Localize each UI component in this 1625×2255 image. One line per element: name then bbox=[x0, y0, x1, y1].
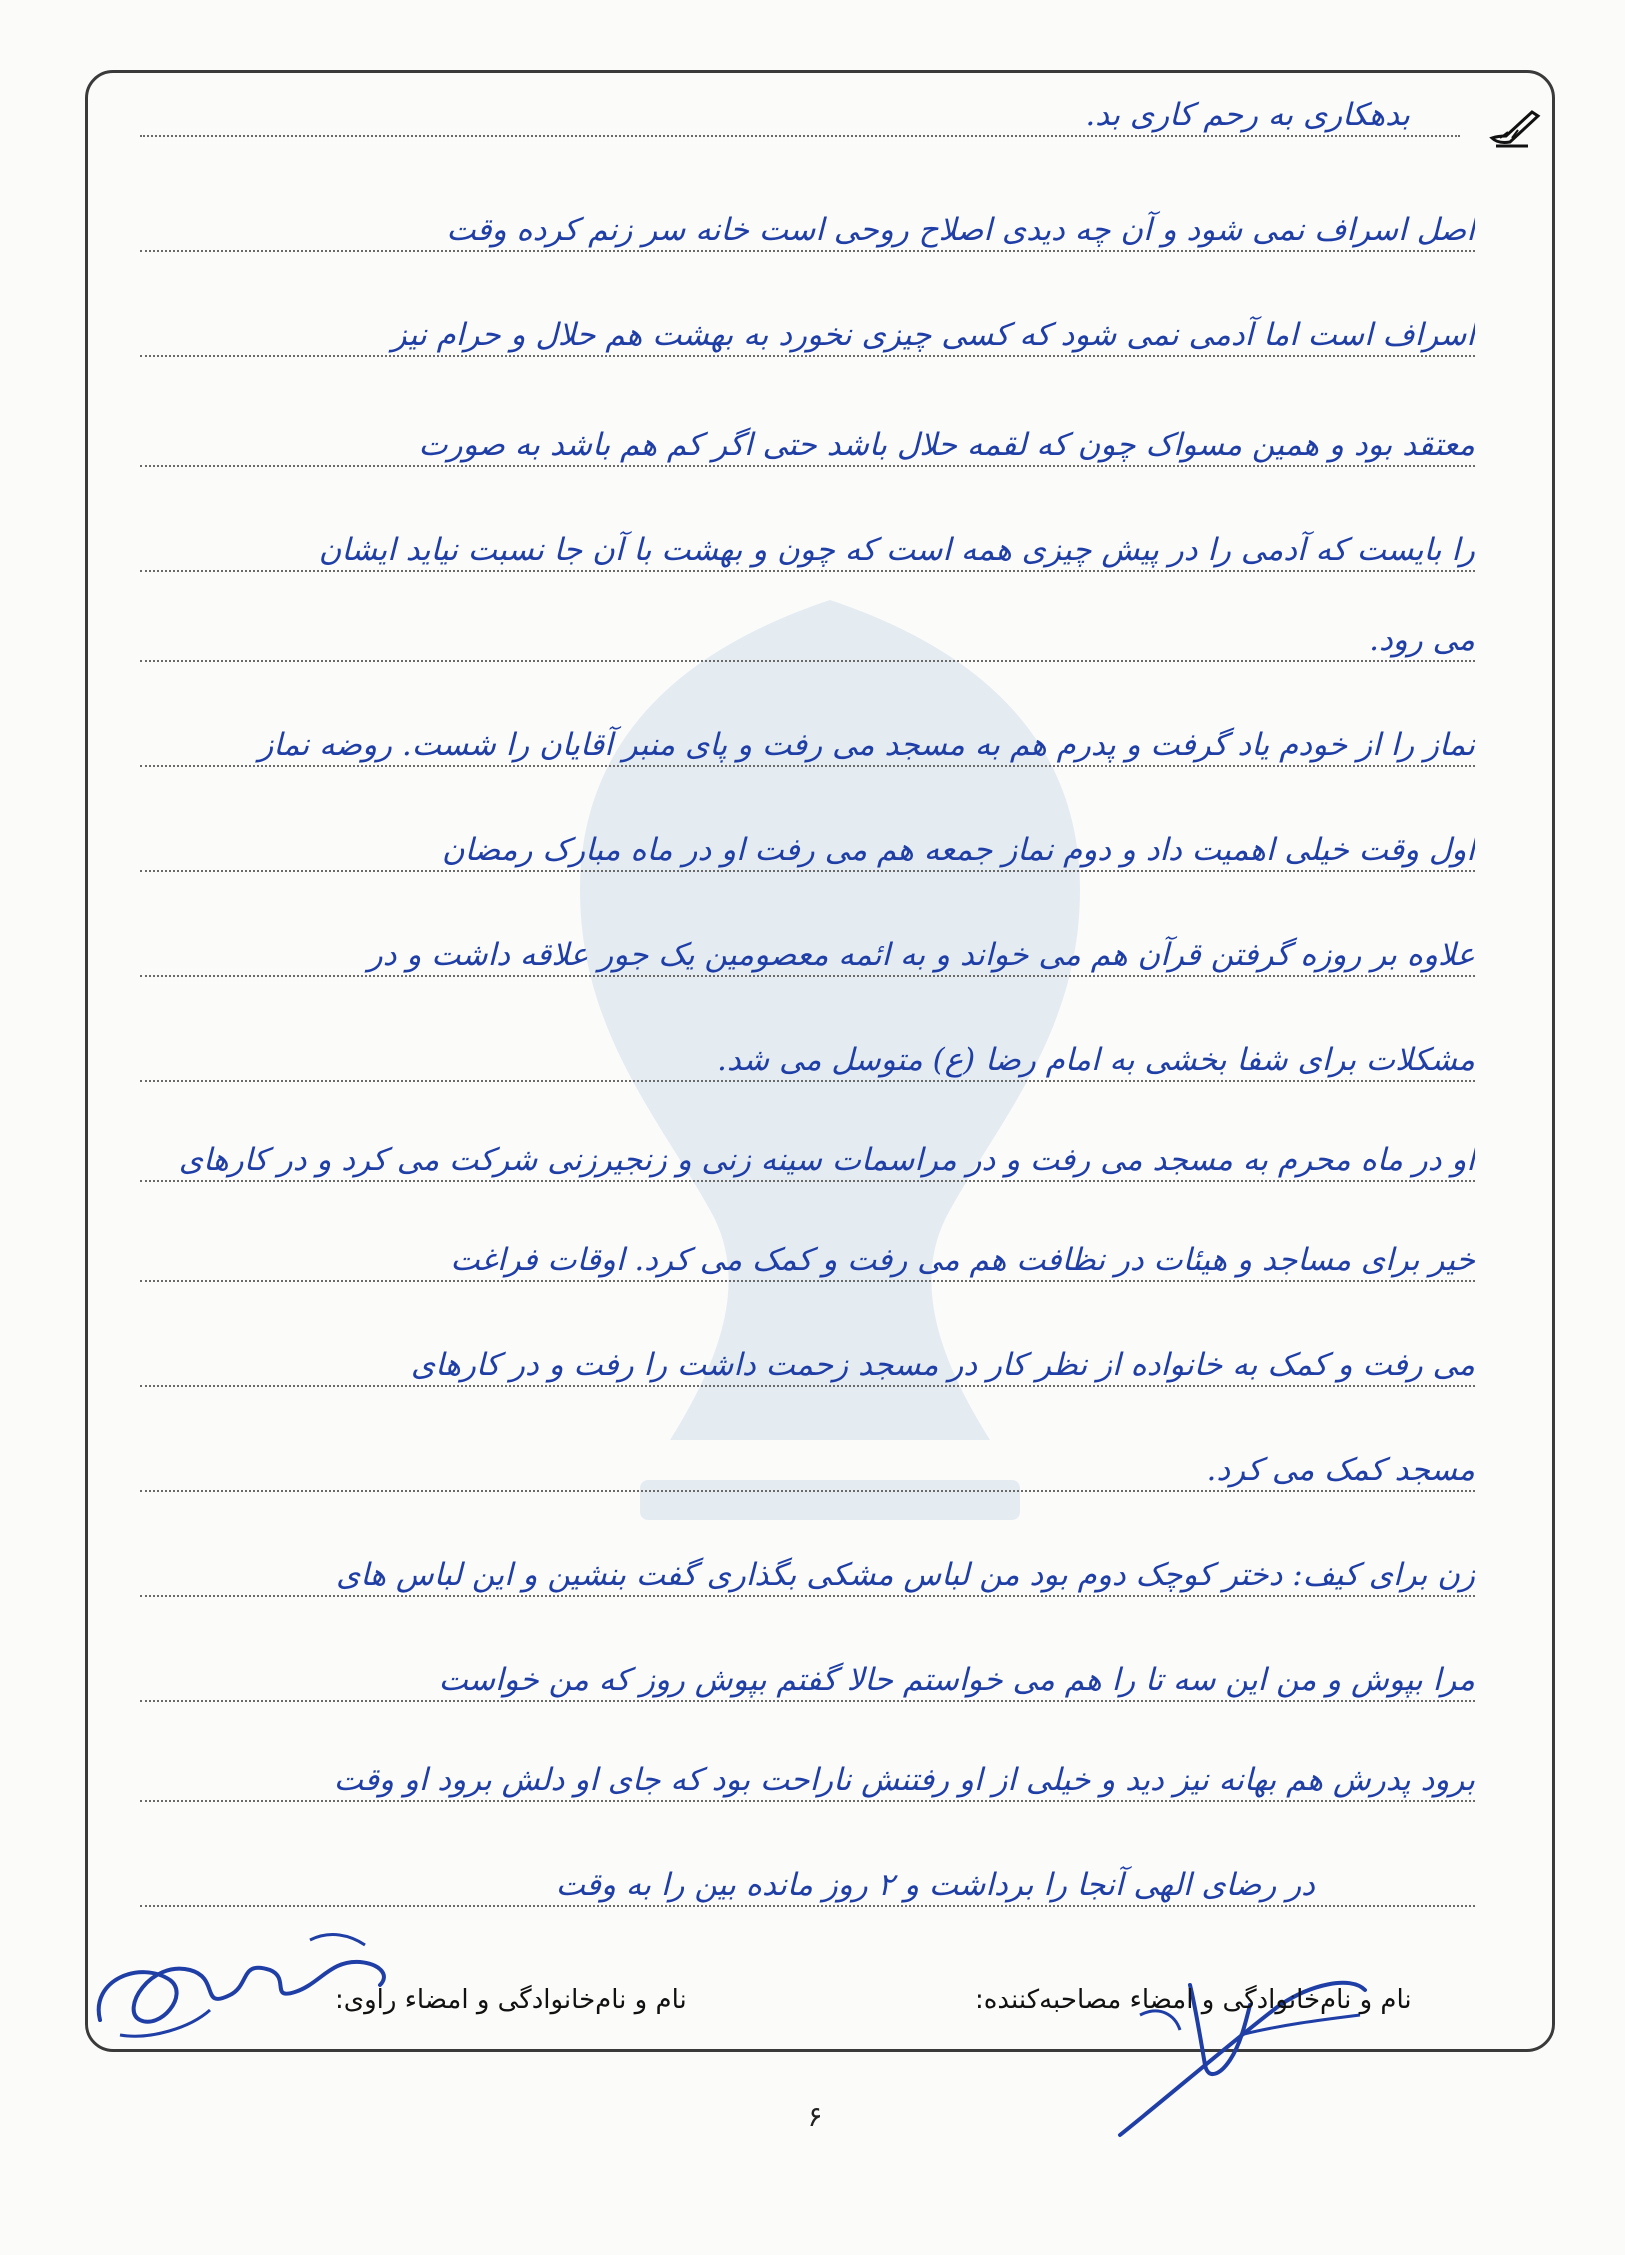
handwritten-line: علاوه بر روزه گرفتن قرآن هم می خواند و به ائمه معصومین یک جور علاقه داشت و در bbox=[367, 937, 1475, 973]
handwritten-line: بدهکاری به رحم کاری بد. bbox=[1085, 97, 1410, 133]
handwritten-line: معتقد بود و همین مسواک چون که لقمه حلال باشد حتی اگر کم هم باشد به صورت bbox=[418, 427, 1475, 463]
handwritten-line: نماز را از خودم یاد گرفت و پدرم هم به مسجد می رفت و پای منبر آقایان را شست. روضه نماز bbox=[258, 727, 1475, 763]
handwritten-line: خیر برای مساجد و هیئات در نظافت هم می رفت و کمک می کرد. اوقات فراغت bbox=[450, 1242, 1475, 1278]
narrator-signature-label: نام و نام‌خانوادگی و امضاء راوی: bbox=[335, 1985, 687, 2015]
handwritten-line: مسجد کمک می کرد. bbox=[1206, 1452, 1475, 1488]
page-number: ۶ bbox=[807, 2100, 823, 2133]
handwritten-line: می رود. bbox=[1369, 622, 1475, 658]
handwritten-line: اول وقت خیلی اهمیت داد و دوم نماز جمعه هم می رفت او در ماه مبارک رمضان bbox=[441, 832, 1475, 868]
handwritten-line: مرا بپوش و من این سه تا را هم می خواستم حالا گفتم بپوش روز که من خواست bbox=[438, 1662, 1475, 1698]
handwritten-line: را بایست که آدمی را در پیش چیزی همه است که چون و بهشت با آن جا نسبت نیاید ایشان bbox=[318, 532, 1475, 568]
interviewer-signature-label: نام و نام‌خانوادگی و امضاء مصاحبه‌کننده: bbox=[975, 1985, 1412, 2015]
interviewer-signature bbox=[1080, 1945, 1380, 2145]
pen-writing-icon bbox=[1488, 108, 1544, 152]
handwritten-line: او در ماه محرم به مسجد می رفت و در مراسمات سینه زنی و زنجیرزنی شرکت می کرد و در کارهای bbox=[178, 1142, 1475, 1178]
handwritten-line: اصل اسراف نمی شود و آن چه دیدی اصلاح روحی است خانه سر زنم کرده وقت bbox=[446, 212, 1475, 248]
handwritten-line: در رضای الهی آنجا را برداشت و ۲ روز مانده بین را به وقت bbox=[555, 1867, 1315, 1903]
narrator-signature bbox=[80, 1900, 410, 2050]
handwritten-line: می رفت و کمک به خانواده از نظر کار در مسجد زحمت داشت را رفت و در کارهای bbox=[410, 1347, 1475, 1383]
handwritten-line: برود پدرش هم بهانه نیز دید و خیلی از او رفتنش ناراحت بود که جای او دلش برود او وقت bbox=[333, 1762, 1475, 1798]
handwritten-line: اسراف است اما آدمی نمی شود که کسی چیزی نخورد به بهشت هم حلال و حرام نیز bbox=[391, 317, 1475, 353]
handwritten-line: مشکلات برای شفا بخشی به امام رضا (ع) متوسل می شد. bbox=[717, 1042, 1475, 1078]
handwritten-line: زن برای کیف: دختر کوچک دوم بود من لباس مشکی بگذاری گفت بنشین و این لباس های bbox=[336, 1557, 1475, 1593]
